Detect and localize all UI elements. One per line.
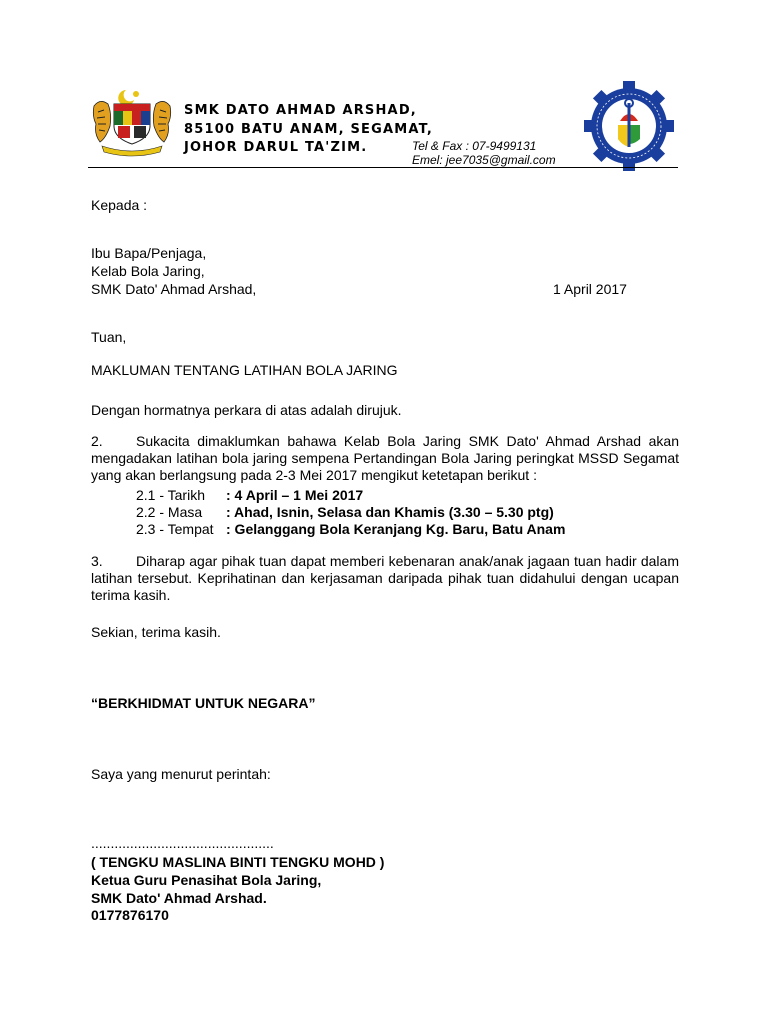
recipient-line-3: SMK Dato' Ahmad Arshad,	[91, 281, 257, 297]
intro-paragraph: Dengan hormatnya perkara di atas adalah dirujuk.	[91, 402, 402, 418]
signoff-line: Saya yang menurut perintah:	[91, 766, 271, 782]
header-divider	[88, 167, 678, 168]
signature-line: ...............................................	[91, 835, 274, 851]
paragraph-3	[91, 553, 679, 604]
recipient-line-2: Kelab Bola Jaring,	[91, 263, 205, 279]
school-address: 85100 BATU ANAM, SEGAMAT,	[184, 122, 433, 137]
letter-date: 1 April 2017	[553, 281, 627, 297]
item-value: : Ahad, Isnin, Selasa dan Khamis (3.30 – 5.30 ptg)	[226, 504, 554, 520]
kepada-label: Kepada :	[91, 197, 148, 213]
school-crest-gear-icon	[584, 81, 674, 171]
signer-school: SMK Dato' Ahmad Arshad.	[91, 890, 267, 906]
signer-name: ( TENGKU MASLINA BINTI TENGKU MOHD )	[91, 854, 385, 870]
subject-heading: MAKLUMAN TENTANG LATIHAN BOLA JARING	[91, 362, 398, 378]
item-tarikh	[136, 487, 363, 504]
paragraph-3-text: Diharap agar pihak tuan dapat memberi kebenaran anak/anak jagaan tuan hadir dalam latihan tersebut. Keprihatinan dan kerjasaman daripada pihak tuan didahului dengan ucapan terima kasih.	[91, 553, 679, 603]
school-name: SMK DATO AHMAD ARSHAD,	[184, 103, 417, 118]
paragraph-2-number: 2.	[91, 433, 103, 449]
item-label: 2.1 - Tarikh	[136, 487, 205, 503]
paragraph-3-number: 3.	[91, 553, 103, 569]
recipient-line-1: Ibu Bapa/Penjaga,	[91, 245, 207, 261]
salutation: Tuan,	[91, 329, 127, 345]
item-label: 2.3 - Tempat	[136, 521, 214, 537]
item-label: 2.2 - Masa	[136, 504, 203, 520]
motto: “BERKHIDMAT UNTUK NEGARA”	[91, 695, 316, 711]
item-masa	[136, 504, 554, 521]
school-state: JOHOR DARUL TA'ZIM.	[184, 140, 368, 155]
item-value: : Gelanggang Bola Keranjang Kg. Baru, Batu Anam	[226, 521, 566, 537]
item-tempat	[136, 521, 565, 538]
signer-title: Ketua Guru Penasihat Bola Jaring,	[91, 872, 322, 888]
malaysia-coat-of-arms-icon	[90, 86, 174, 158]
closing-line: Sekian, terima kasih.	[91, 624, 221, 640]
paragraph-2-text: Sukacita dimaklumkan bahawa Kelab Bola Jaring SMK Dato' Ahmad Arshad akan mengadakan latihan bola jaring sempena Pertandingan Bola Jaring peringkat MSSD Segamat yang akan berlangsung pada 2-3 Mei 2017 mengikut ketetapan berikut :	[91, 433, 679, 483]
signer-phone: 0177876170	[91, 907, 169, 923]
tel-fax: Tel & Fax : 07-9499131	[412, 139, 537, 153]
email: Emel: jee7035@gmail.com	[412, 153, 556, 167]
paragraph-2	[91, 433, 679, 484]
item-value: : 4 April – 1 Mei 2017	[226, 487, 364, 503]
